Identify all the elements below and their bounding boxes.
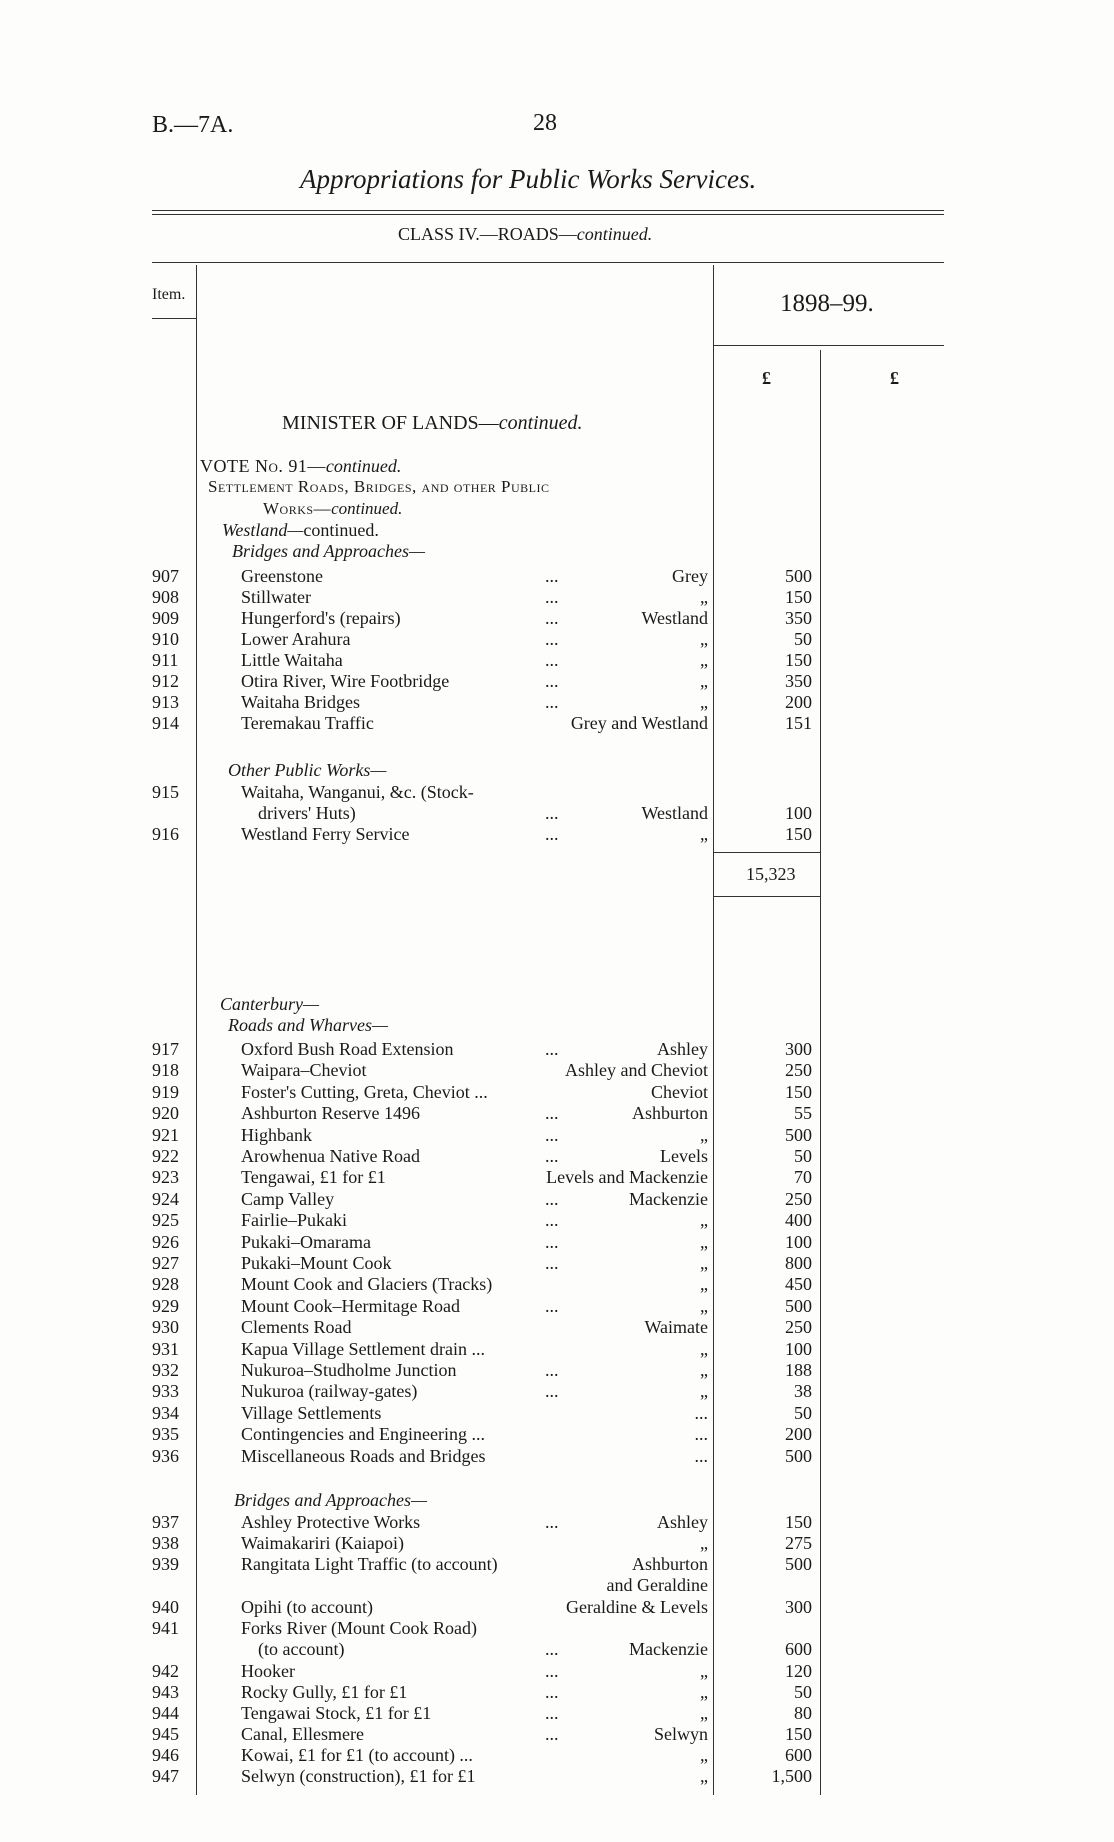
- item-number: 943: [152, 1682, 179, 1702]
- total-rule-top: [713, 852, 820, 853]
- leader-dots: ...: [545, 587, 559, 607]
- item-number: 923: [152, 1167, 179, 1188]
- item-description-continued: drivers' Huts): [258, 803, 356, 823]
- district: Waimate: [644, 1317, 708, 1338]
- leader-dots: ...: [545, 1703, 559, 1723]
- table-row: [0, 1597, 1114, 1618]
- district: Ashburton: [632, 1103, 708, 1124]
- item-description: Forks River (Mount Cook Road): [241, 1618, 477, 1638]
- district: „: [700, 671, 708, 691]
- item-number: 935: [152, 1424, 179, 1445]
- amount: 150: [785, 1512, 812, 1532]
- district: Geraldine & Levels: [566, 1597, 708, 1617]
- item-description: Fairlie–Pukaki: [241, 1210, 347, 1231]
- district: „: [700, 1231, 708, 1252]
- amount: 500: [785, 1295, 812, 1316]
- item-number: 920: [152, 1103, 179, 1124]
- item-description: Otira River, Wire Footbridge: [241, 671, 450, 691]
- district: „: [700, 1745, 708, 1765]
- amount: 275: [785, 1533, 812, 1553]
- leader-dots: ...: [545, 1682, 559, 1702]
- item-number: 947: [152, 1766, 179, 1786]
- item-number: 915: [152, 782, 179, 802]
- district: Ashley and Cheviot: [565, 1060, 708, 1081]
- table-row: [0, 692, 1114, 713]
- amount: 100: [785, 1338, 812, 1359]
- item-description: Waipara–Cheviot: [241, 1060, 367, 1081]
- table-row: [0, 1661, 1114, 1682]
- item-description: Nukuroa (railway-gates): [241, 1381, 418, 1402]
- column-header-year: 1898–99.: [780, 290, 874, 317]
- item-description: Canal, Ellesmere: [241, 1724, 364, 1744]
- amount: 500: [785, 1554, 812, 1574]
- table-row: [0, 824, 1114, 845]
- item-description: Highbank: [241, 1124, 312, 1145]
- item-number: 928: [152, 1274, 179, 1295]
- item-description: Lower Arahura: [241, 629, 351, 649]
- district: „: [700, 1360, 708, 1380]
- item-description: Hungerford's (repairs): [241, 608, 401, 628]
- item-number: 931: [152, 1338, 179, 1359]
- table-row: [0, 1360, 1114, 1381]
- item-description: Camp Valley: [241, 1188, 335, 1209]
- amount: 80: [794, 1703, 812, 1723]
- item-number: 909: [152, 608, 179, 628]
- item-description: Pukaki–Mount Cook: [241, 1253, 392, 1273]
- item-number: 939: [152, 1554, 179, 1574]
- item-number: 946: [152, 1745, 179, 1765]
- leader-dots: ...: [545, 692, 559, 712]
- item-description: Selwyn (construction), £1 for £1: [241, 1766, 476, 1786]
- leader-dots: ...: [545, 650, 559, 670]
- leader-dots: ...: [545, 1188, 559, 1209]
- table-row: [0, 1125, 1114, 1146]
- rule-header: [152, 262, 944, 263]
- district: „: [700, 587, 708, 607]
- item-number: 924: [152, 1188, 179, 1209]
- district: Ashley: [657, 1039, 708, 1059]
- year-header-rule: [713, 345, 944, 346]
- item-number: 925: [152, 1210, 179, 1231]
- table-row: [0, 1253, 1114, 1274]
- table-row: [0, 1039, 1114, 1060]
- item-description: Hooker: [241, 1661, 295, 1681]
- item-description: Westland Ferry Service: [241, 824, 410, 844]
- item-description: Waimakariri (Kaiapoi): [241, 1533, 404, 1553]
- district: Selwyn: [654, 1724, 708, 1744]
- item-number: 936: [152, 1445, 179, 1466]
- amount: 70: [794, 1167, 812, 1188]
- item-number: 922: [152, 1146, 179, 1166]
- table-row: [0, 629, 1114, 650]
- item-number: 917: [152, 1039, 179, 1059]
- amount: 150: [785, 824, 812, 844]
- amount: 100: [785, 1231, 812, 1252]
- leader-dots: ...: [545, 566, 559, 586]
- amount: 150: [785, 1081, 812, 1102]
- amount: 120: [785, 1661, 812, 1681]
- other-works-heading: Other Public Works—: [228, 760, 387, 780]
- item-number: 912: [152, 671, 179, 691]
- pound-sign-1: £: [762, 368, 771, 388]
- leader-dots: ...: [545, 608, 559, 628]
- amount: 188: [785, 1360, 812, 1380]
- district: Levels: [660, 1146, 708, 1166]
- item-number: 914: [152, 713, 179, 733]
- amount: 450: [785, 1274, 812, 1295]
- item-description: Kapua Village Settlement drain ...: [241, 1338, 486, 1359]
- leader-dots: ...: [545, 1253, 559, 1273]
- item-number: 938: [152, 1533, 179, 1553]
- amount: 50: [794, 1682, 812, 1702]
- item-description: Stillwater: [241, 587, 311, 607]
- district: „: [700, 692, 708, 712]
- item-description: Foster's Cutting, Greta, Cheviot ...: [241, 1081, 488, 1102]
- amount: 150: [785, 1724, 812, 1744]
- table-row: [0, 1103, 1114, 1124]
- amount: 800: [785, 1253, 812, 1273]
- leader-dots: ...: [545, 824, 559, 844]
- amount: 250: [785, 1317, 812, 1338]
- district-continued: and Geraldine: [606, 1575, 708, 1595]
- amount: 50: [794, 629, 812, 649]
- table-row: [0, 587, 1114, 608]
- leader-dots: ...: [545, 1639, 559, 1659]
- leader-dots: ...: [545, 629, 559, 649]
- item-description: Nukuroa–Studholme Junction: [241, 1360, 457, 1380]
- leader-dots: ...: [545, 1039, 559, 1059]
- table-row: [0, 1060, 1114, 1081]
- amount: 55: [794, 1103, 812, 1124]
- item-number: 930: [152, 1317, 179, 1338]
- settlement-heading-2: Works—continued.: [263, 499, 403, 518]
- item-description: Contingencies and Engineering ...: [241, 1424, 485, 1445]
- item-description: Greenstone: [241, 566, 323, 586]
- rule-top-2: [152, 214, 944, 215]
- item-number: 926: [152, 1231, 179, 1252]
- district: ...: [694, 1402, 708, 1423]
- district: Westland: [641, 803, 708, 823]
- item-number: 927: [152, 1253, 179, 1273]
- minister-heading: MINISTER OF LANDS—continued.: [282, 412, 583, 434]
- item-number: 941: [152, 1618, 179, 1638]
- leader-dots: ...: [545, 1124, 559, 1145]
- table-row: [0, 1210, 1114, 1231]
- item-number: 916: [152, 824, 179, 844]
- leader-dots: ...: [545, 1724, 559, 1744]
- item-description: Opihi (to account): [241, 1597, 373, 1617]
- page-number: 28: [533, 110, 557, 136]
- item-description: Tengawai, £1 for £1: [241, 1167, 386, 1188]
- leader-dots: ...: [545, 1661, 559, 1681]
- item-description: Village Settlements: [241, 1402, 382, 1423]
- leader-dots: ...: [545, 671, 559, 691]
- vote-heading: VOTE No. 91—continued.: [200, 456, 402, 476]
- amount: 350: [785, 671, 812, 691]
- district: Grey and Westland: [570, 713, 708, 733]
- item-description: Oxford Bush Road Extension: [241, 1039, 454, 1059]
- item-number: 934: [152, 1402, 179, 1423]
- item-number: 942: [152, 1661, 179, 1681]
- table-row: [0, 1232, 1114, 1253]
- table-row: [0, 650, 1114, 671]
- item-header-rule: [152, 318, 196, 319]
- item-description: Little Waitaha: [241, 650, 343, 670]
- district: ...: [694, 1424, 708, 1445]
- leader-dots: ...: [545, 1231, 559, 1252]
- amount: 100: [785, 803, 812, 823]
- bridges-heading: Bridges and Approaches—: [232, 541, 425, 561]
- table-row: [0, 1618, 1114, 1659]
- amount: 151: [785, 713, 812, 733]
- leader-dots: ...: [545, 1512, 559, 1532]
- amount: 600: [785, 1745, 812, 1765]
- table-row: [0, 1512, 1114, 1533]
- leader-dots: ...: [545, 1146, 559, 1166]
- table-row: [0, 1554, 1114, 1595]
- item-description: Clements Road: [241, 1317, 352, 1338]
- district: „: [700, 1338, 708, 1359]
- table-row: [0, 1724, 1114, 1745]
- document-reference: B.—7A.: [152, 112, 234, 138]
- district: „: [700, 1381, 708, 1402]
- item-number: 913: [152, 692, 179, 712]
- table-row: [0, 1146, 1114, 1167]
- district: „: [700, 1295, 708, 1316]
- amount: 38: [794, 1381, 812, 1402]
- district: Ashley: [657, 1512, 708, 1532]
- amount: 500: [785, 1445, 812, 1466]
- item-description-continued: (to account): [258, 1639, 345, 1659]
- table-row: [0, 1082, 1114, 1103]
- table-row: [0, 1296, 1114, 1317]
- item-number: 937: [152, 1512, 179, 1532]
- leader-dots: ...: [545, 803, 559, 823]
- table-row: [0, 1317, 1114, 1338]
- item-description: Kowai, £1 for £1 (to account) ...: [241, 1745, 473, 1765]
- table-row: [0, 1381, 1114, 1402]
- table-row: [0, 1339, 1114, 1360]
- district: „: [700, 1661, 708, 1681]
- item-number: 929: [152, 1295, 179, 1316]
- westland-total: 15,323: [746, 864, 796, 884]
- leader-dots: ...: [545, 1381, 559, 1402]
- table-row: [0, 1403, 1114, 1424]
- amount: 350: [785, 608, 812, 628]
- district: „: [700, 1533, 708, 1553]
- district: Westland: [641, 608, 708, 628]
- item-description: Miscellaneous Roads and Bridges: [241, 1445, 486, 1466]
- district: „: [700, 1124, 708, 1145]
- item-description: Mount Cook–Hermitage Road: [241, 1295, 460, 1316]
- table-row: [0, 1424, 1114, 1445]
- district: Mackenzie: [629, 1188, 708, 1209]
- table-row: [0, 1745, 1114, 1766]
- district: Grey: [672, 566, 708, 586]
- amount: 50: [794, 1402, 812, 1423]
- amount: 300: [785, 1039, 812, 1059]
- item-number: 940: [152, 1597, 179, 1617]
- item-description: Ashley Protective Works: [241, 1512, 421, 1532]
- table-row: [0, 1446, 1114, 1467]
- district: „: [700, 1766, 708, 1786]
- item-description: Tengawai Stock, £1 for £1: [241, 1703, 432, 1723]
- item-description: Rocky Gully, £1 for £1: [241, 1682, 408, 1702]
- pound-sign-2: £: [890, 368, 899, 388]
- amount: 200: [785, 692, 812, 712]
- table-row: [0, 1703, 1114, 1724]
- district: Ashburton: [632, 1554, 708, 1574]
- item-number: 907: [152, 566, 179, 586]
- amount: 50: [794, 1146, 812, 1166]
- item-description: Ashburton Reserve 1496: [241, 1103, 420, 1124]
- district: Cheviot: [651, 1081, 708, 1102]
- district: „: [700, 1682, 708, 1702]
- item-number: 910: [152, 629, 179, 649]
- item-description: Pukaki–Omarama: [241, 1231, 371, 1252]
- amount: 1,500: [771, 1766, 812, 1786]
- table-row: [0, 1274, 1114, 1295]
- amount: 250: [785, 1188, 812, 1209]
- leader-dots: ...: [545, 1360, 559, 1380]
- leader-dots: ...: [545, 1103, 559, 1124]
- district: „: [700, 650, 708, 670]
- item-number: 932: [152, 1360, 179, 1380]
- district: Levels and Mackenzie: [546, 1167, 708, 1188]
- district: „: [700, 1274, 708, 1295]
- table-row: [0, 713, 1114, 734]
- district: „: [700, 824, 708, 844]
- table-row: [0, 1766, 1114, 1787]
- table-row: [0, 782, 1114, 823]
- item-description: Arowhenua Native Road: [241, 1146, 420, 1166]
- item-number: 919: [152, 1081, 179, 1102]
- amount: 200: [785, 1424, 812, 1445]
- table-row: [0, 1189, 1114, 1210]
- table-row: [0, 1533, 1114, 1554]
- rule-top: [152, 210, 944, 211]
- leader-dots: ...: [545, 1295, 559, 1316]
- amount: 600: [785, 1639, 812, 1659]
- table-row: [0, 566, 1114, 587]
- item-number: 921: [152, 1124, 179, 1145]
- item-number: 908: [152, 587, 179, 607]
- district: „: [700, 1253, 708, 1273]
- district: „: [700, 629, 708, 649]
- page-title: Appropriations for Public Works Services.: [300, 164, 757, 194]
- column-header-item: Item.: [152, 286, 186, 303]
- amount: 250: [785, 1060, 812, 1081]
- item-description: Waitaha Bridges: [241, 692, 361, 712]
- item-number: 944: [152, 1703, 179, 1723]
- item-number: 918: [152, 1060, 179, 1081]
- item-description: Waitaha, Wanganui, &c. (Stock-: [241, 782, 474, 802]
- class-heading: CLASS IV.—ROADS—continued.: [398, 224, 653, 244]
- amount: 500: [785, 566, 812, 586]
- westland-heading: Westland—continued.: [222, 520, 379, 540]
- amount: 400: [785, 1210, 812, 1231]
- item-number: 933: [152, 1381, 179, 1402]
- item-number: 911: [152, 650, 179, 670]
- leader-dots: ...: [545, 1210, 559, 1231]
- amount: 300: [785, 1597, 812, 1617]
- table-row: [0, 608, 1114, 629]
- canterbury-heading: Canterbury—: [220, 994, 319, 1014]
- amount: 500: [785, 1124, 812, 1145]
- total-rule-bottom: [713, 896, 820, 897]
- item-description: Rangitata Light Traffic (to account): [241, 1554, 498, 1574]
- table-row: [0, 1167, 1114, 1188]
- amount: 150: [785, 587, 812, 607]
- roads-heading: Roads and Wharves—: [228, 1015, 388, 1035]
- district: Mackenzie: [629, 1639, 708, 1659]
- canterbury-bridges-heading: Bridges and Approaches—: [234, 1490, 427, 1510]
- table-row: [0, 1682, 1114, 1703]
- district: „: [700, 1703, 708, 1723]
- district: „: [700, 1210, 708, 1231]
- item-number: 945: [152, 1724, 179, 1744]
- district: ...: [694, 1445, 708, 1466]
- item-description: Mount Cook and Glaciers (Tracks): [241, 1274, 493, 1295]
- item-description: Teremakau Traffic: [241, 713, 374, 733]
- settlement-heading: Settlement Roads, Bridges, and other Public: [208, 477, 550, 496]
- amount: 150: [785, 650, 812, 670]
- table-row: [0, 671, 1114, 692]
